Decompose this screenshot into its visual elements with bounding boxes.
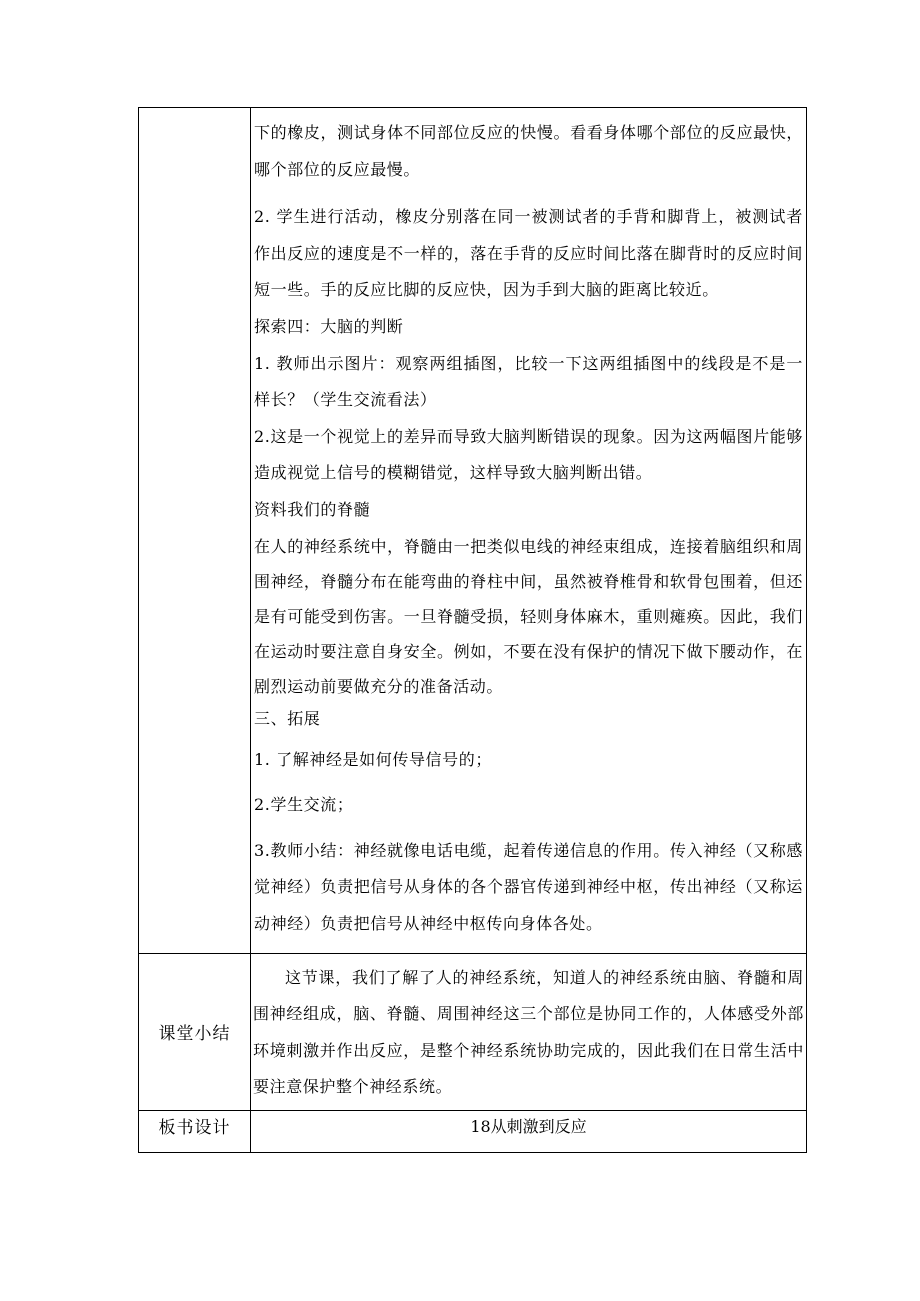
- board-content: 18从刺激到反应: [251, 1110, 807, 1152]
- paragraph-teacher-summary: 3.教师小结：神经就像电话电缆，起着传递信息的作用。传入神经（又称感觉神经）负责把信号从身体的各个器官传递到神经中枢，传出神经（又称运动神经）负责把信号从神经中枢传向身体各处。: [254, 840, 803, 933]
- board-row: [139, 1110, 807, 1152]
- board-label: 板书设计: [139, 1110, 251, 1152]
- summary-text: 这节课，我们了解了人的神经系统，知道人的神经系统由脑、脊髓和周围神经组成，脑、脊髓、周围神经这三个部位是协同工作的，人体感受外部环境刺激并作出反应，是整个神经系统协助完成的，因此我们在日常生活中要注意保护整个神经系统。: [253, 967, 804, 1097]
- process-label-cell: [139, 108, 251, 954]
- process-content-cell: [251, 108, 807, 954]
- process-row: [139, 108, 807, 954]
- heading-spinal-cord-material: 资料我们的脊髓: [254, 499, 371, 519]
- heading-explore-four: 探索四：大脑的判断: [254, 316, 404, 336]
- paragraph-visual-illusion: 2.这是一个视觉上的差异而导致大脑判断错误的现象。因为这两幅图片能够造成视觉上信号的模糊错觉，这样导致大脑判断出错。: [254, 426, 803, 483]
- paragraph-teacher-pictures: 1. 教师出示图片：观察两组插图，比较一下这两组插图中的线段是不是一样长？（学生交流看法）: [254, 353, 803, 410]
- lesson-plan-table: [138, 107, 807, 1153]
- summary-row: [139, 953, 807, 1110]
- paragraph-rubber-test: 下的橡皮，测试身体不同部位反应的快慢。看看身体哪个部位的反应最快，哪个部位的反应最慢。: [254, 123, 803, 179]
- heading-extension: 三、拓展: [254, 708, 321, 728]
- paragraph-spinal-cord: 在人的神经系统中，脊髓由一把类似电线的神经束组成，连接着脑组织和周围神经，脊髓分布在能弯曲的脊柱中间，虽然被脊椎骨和软骨包围着，但还是有可能受到伤害。一旦脊髓受损，轻则身体麻木，重则瘫痪。因此，我们在运动时要注意自身安全。例如，不要在没有保护的情况下做下腰动作，在剧烈运动前要做充分的准备活动。: [254, 536, 803, 697]
- paragraph-extension-two: 2.学生交流；: [254, 795, 354, 815]
- paragraph-student-activity: 2. 学生进行活动，橡皮分别落在同一被测试者的手背和脚背上，被测试者作出反应的速度是不一样的，落在手背的反应时间比落在脚背时的反应时间短一些。手的反应比脚的反应快，因为手到大脑的距离比较近。: [254, 207, 803, 300]
- summary-label: 课堂小结: [139, 953, 251, 1110]
- summary-content-cell: [251, 953, 807, 1110]
- paragraph-extension-one: 1. 了解神经是如何传导信号的；: [254, 749, 492, 769]
